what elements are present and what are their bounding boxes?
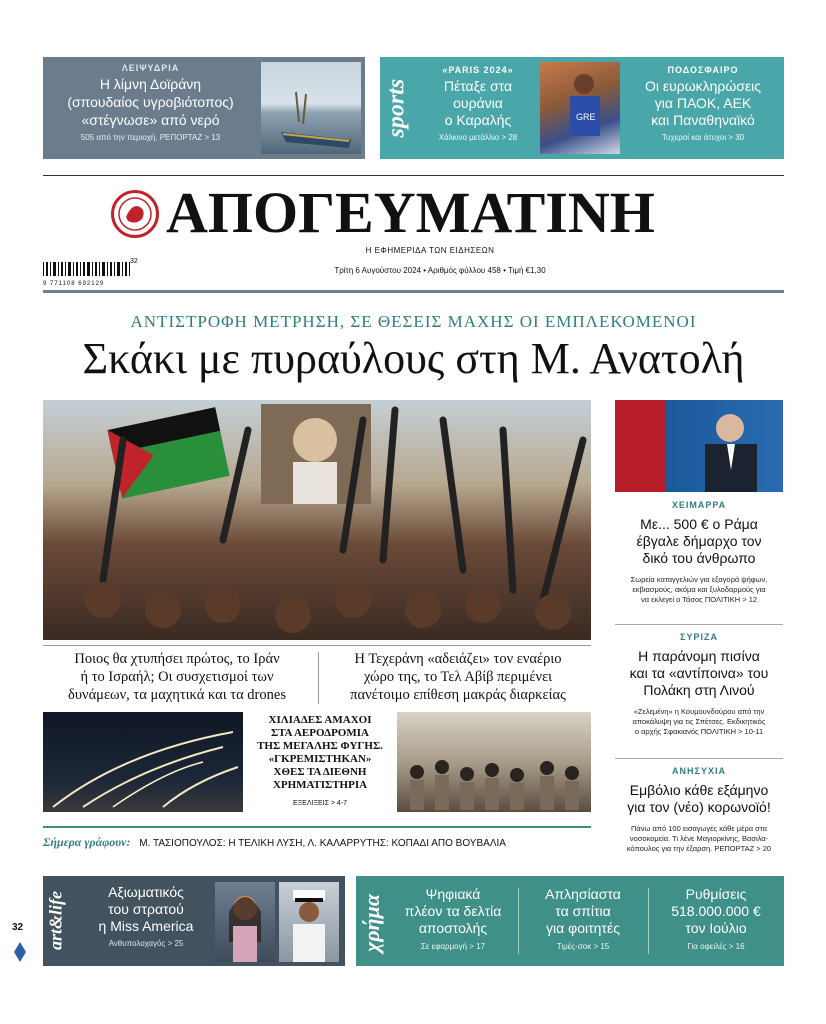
headline-line: ο Καραλής bbox=[444, 112, 512, 128]
text-line: Ποιος θα χτυπήσει πρώτος, το Ιράν bbox=[74, 651, 280, 667]
artlife-ref: Ανθυπολοχαγός > 25 bbox=[108, 939, 184, 948]
divider bbox=[518, 888, 519, 954]
artlife-teaser[interactable] bbox=[43, 876, 345, 966]
text-line: ΧΙΛΙΑΔΕΣ ΑΜΑΧΟΙ bbox=[268, 714, 372, 726]
headline-line: η Miss America bbox=[98, 918, 194, 934]
headline-line: δικό του άνθρωπο bbox=[642, 550, 756, 566]
headline-line: πλέον τα δελτία bbox=[404, 903, 502, 919]
text-line: νοσοκομεία. Τι λένε Μαγιορκίνης, Βασιλα- bbox=[629, 834, 769, 843]
text-line: αποκάλυψη για τις Σπέτσες. Εκδικητικός bbox=[632, 717, 766, 726]
lead-photo-protest bbox=[43, 400, 591, 640]
text-line: «ΓΚΡΕΜΙΣΤΗΚΑΝ» bbox=[268, 753, 372, 765]
barcode bbox=[43, 262, 143, 287]
text-line: να εκλεγεί ο Τάσος ΠΟΛΙΤΙΚΗ > 12 bbox=[640, 595, 758, 604]
text-line: «Ζελεμένη» η Κουμουνδούρου από την bbox=[633, 707, 765, 716]
officer-photo bbox=[279, 882, 339, 962]
headline-line: και τα «αντίποινα» του bbox=[629, 665, 769, 681]
headline-line: Πέταξε στα bbox=[443, 78, 513, 94]
text-line: Η Τεχεράνη «αδειάζει» τον εναέριο bbox=[354, 651, 562, 667]
divider bbox=[43, 175, 784, 176]
airports-ref: ΕΞΕΛΙΞΕΙΣ > 4-7 bbox=[292, 800, 348, 807]
text-line: ΤΗΣ ΜΕΓΑΛΗΣ ΦΥΓΗΣ. bbox=[257, 740, 383, 752]
headline-line: Με... 500 € ο Ράμα bbox=[640, 516, 758, 532]
divider bbox=[43, 290, 784, 293]
headline-line: του στρατού bbox=[108, 901, 184, 917]
lead-sub-right bbox=[322, 650, 594, 704]
dateline: Τρίτη 6 Αυγούστου 2024 • Αριθμός φύλλου 458 • Τιμή €1,30 bbox=[334, 266, 546, 275]
artlife-word: art&life bbox=[45, 891, 66, 950]
masthead-title: ΑΠΟΓΕΥΜΑΤΙΝΗ bbox=[166, 180, 655, 245]
headline-line: έβγαλε δήμαρχο τον bbox=[636, 533, 762, 549]
money-ref: Για οφειλές > 16 bbox=[687, 942, 745, 951]
headline-line: Ψηφιακά bbox=[425, 886, 481, 902]
headline-line: για τον (νέο) κορωνοϊό! bbox=[627, 799, 771, 815]
text-line: ΧΡΗΜΑΤΙΣΤΗΡΙΑ bbox=[272, 779, 368, 791]
divider bbox=[43, 645, 591, 646]
money-word: χρήμα bbox=[359, 893, 384, 953]
text-line: Σωρεία καταγγελιών για εξαγορά ψήφων, bbox=[630, 575, 768, 584]
text-line: χώρο της, το Τελ Αβίβ περιμένει bbox=[363, 669, 553, 685]
money-ref: Σε εφαρμογή > 17 bbox=[420, 942, 486, 951]
athlete-photo bbox=[540, 62, 620, 154]
rama-photo bbox=[615, 400, 783, 492]
sports-word: sports bbox=[383, 78, 410, 138]
headline-line: Εμβόλιο κάθε εξάμηνο bbox=[629, 782, 769, 798]
text-line: ή το Ισραήλ; Οι συσχετισμοί των bbox=[80, 669, 274, 685]
headline-line: τον Ιούλιο bbox=[685, 920, 747, 936]
headline-line: Η παράνομη πισίνα bbox=[638, 648, 760, 664]
page-number: 32 bbox=[12, 922, 24, 933]
headline-line: τα σπίτια bbox=[555, 903, 611, 919]
lead-headline: Σκάκι με πυραύλους στη Μ. Ανατολή bbox=[82, 334, 745, 383]
divider bbox=[43, 826, 591, 828]
teaser-ref: 505 από την περιοχή. ΡΕΠΟΡΤΑΖ > 13 bbox=[80, 133, 221, 142]
airport-crowd-photo bbox=[397, 712, 591, 812]
teaser-headline bbox=[43, 75, 258, 129]
svg-text:GRE: GRE bbox=[576, 112, 596, 122]
sports-right-ref: Τυχεροί και άτυχοι > 30 bbox=[661, 133, 745, 142]
issue-code: 32 bbox=[130, 258, 138, 265]
today-writers bbox=[43, 835, 603, 850]
side3-kicker: ΑΝΗΣΥΧΙΑ bbox=[672, 766, 726, 776]
side1-kicker: ΧΕΙΜΑΡΡΑ bbox=[671, 500, 727, 510]
airports-headline bbox=[250, 714, 390, 810]
headline-line: Πολάκη στη Λινού bbox=[643, 682, 755, 698]
text-line: ΧΘΕΣ ΤΑ ΔΙΕΘΝΗ bbox=[273, 766, 367, 778]
headline-line: Η λίμνη Δοϊράνη bbox=[99, 76, 202, 92]
divider bbox=[615, 758, 783, 759]
headline-line: αποστολής bbox=[418, 920, 488, 936]
text-line: κόπουλος για την έξαρση. ΡΕΠΟΡΤΑΖ > 20 bbox=[626, 844, 772, 853]
today-label: Σήμερα γράφουν: bbox=[43, 835, 131, 849]
headline-line: για φοιτητές bbox=[546, 920, 620, 936]
side2-kicker: ΣΥΡΙΖΑ bbox=[680, 632, 718, 642]
headline-line: και Παναθηναϊκό bbox=[651, 112, 755, 128]
headline-line: Αξιωματικός bbox=[108, 884, 184, 900]
masthead-logo-icon bbox=[111, 190, 159, 238]
divider bbox=[648, 888, 649, 954]
text-line: Πάνω από 100 εισαγωγές κάθε μέρα στα bbox=[631, 824, 767, 833]
lead-kicker: ΑΝΤΙΣΤΡΟΦΗ ΜΕΤΡΗΣΗ, ΣΕ ΘΕΣΕΙΣ ΜΑΧΗΣ ΟΙ ΕΜΠΛΕΚΟΜΕΝΟΙ bbox=[130, 312, 697, 331]
diamond-icon bbox=[14, 942, 26, 962]
headline-line: Οι ευρωκληρώσεις bbox=[644, 78, 762, 94]
barcode-number: 9 771108 692129 bbox=[43, 281, 105, 287]
divider bbox=[615, 624, 783, 625]
headline-line: 518.000.000 € bbox=[671, 903, 761, 919]
headline-line: για ΠΑΟΚ, ΑΕΚ bbox=[654, 95, 752, 111]
headline-line: «στέγνωσε» από νερό bbox=[81, 112, 220, 128]
divider bbox=[318, 652, 319, 704]
text-line: ΣΤΑ ΑΕΡΟΔΡΟΜΙΑ bbox=[271, 727, 369, 739]
money-ref: Τιμές-σοκ > 15 bbox=[556, 942, 610, 951]
text-line: δυνάμεων, τα μαχητικά και τα drones bbox=[68, 687, 286, 703]
lead-sub-left bbox=[43, 650, 311, 704]
headline-line: Απλησίαστα bbox=[545, 886, 621, 902]
headline-line: ουράνια bbox=[453, 95, 503, 111]
sports-right-kicker: ΠΟΔΟΣΦΑΙΡΟ bbox=[667, 65, 739, 75]
text-line: πανέτοιμο επίθεση μακράς διαρκείας bbox=[350, 687, 566, 703]
lake-photo bbox=[261, 62, 361, 154]
headline-line: (σπουδαίος υγροβιότοπος) bbox=[67, 94, 234, 110]
sports-left-ref: Χάλκινο μετάλλιο > 28 bbox=[438, 133, 518, 142]
miss-america-photo bbox=[215, 882, 275, 962]
sports-teaser[interactable] bbox=[380, 57, 784, 159]
headline-line: Ρυθμίσεις bbox=[685, 886, 747, 902]
text-line: εκβιασμούς, ακόμα και ξυλοδαρμούς για bbox=[632, 585, 766, 594]
money-teaser[interactable] bbox=[356, 876, 784, 966]
teaser-drought[interactable] bbox=[43, 57, 365, 159]
missiles-photo bbox=[43, 712, 243, 812]
teaser-kicker: ΛΕΙΨΥΔΡΙΑ bbox=[121, 63, 180, 73]
today-text: Μ. ΤΑΣΙΟΠΟΥΛΟΣ: Η ΤΕΛΙΚΗ ΛΥΣΗ, Λ. ΚΑΛΑΡΡΥΤΗΣ: ΚΟΠΑΔΙ ΑΠΟ ΒΟΥΒΑΛΙΑ bbox=[139, 838, 506, 849]
masthead-tagline: Η ΕΦΗΜΕΡΙΔΑ ΤΩΝ ΕΙΔΗΣΕΩΝ bbox=[365, 246, 495, 255]
text-line: ο αρχής Σφακιανός ΠΟΛΙΤΙΚΗ > 10-11 bbox=[634, 727, 764, 736]
sports-left-kicker: «PARIS 2024» bbox=[442, 65, 514, 75]
